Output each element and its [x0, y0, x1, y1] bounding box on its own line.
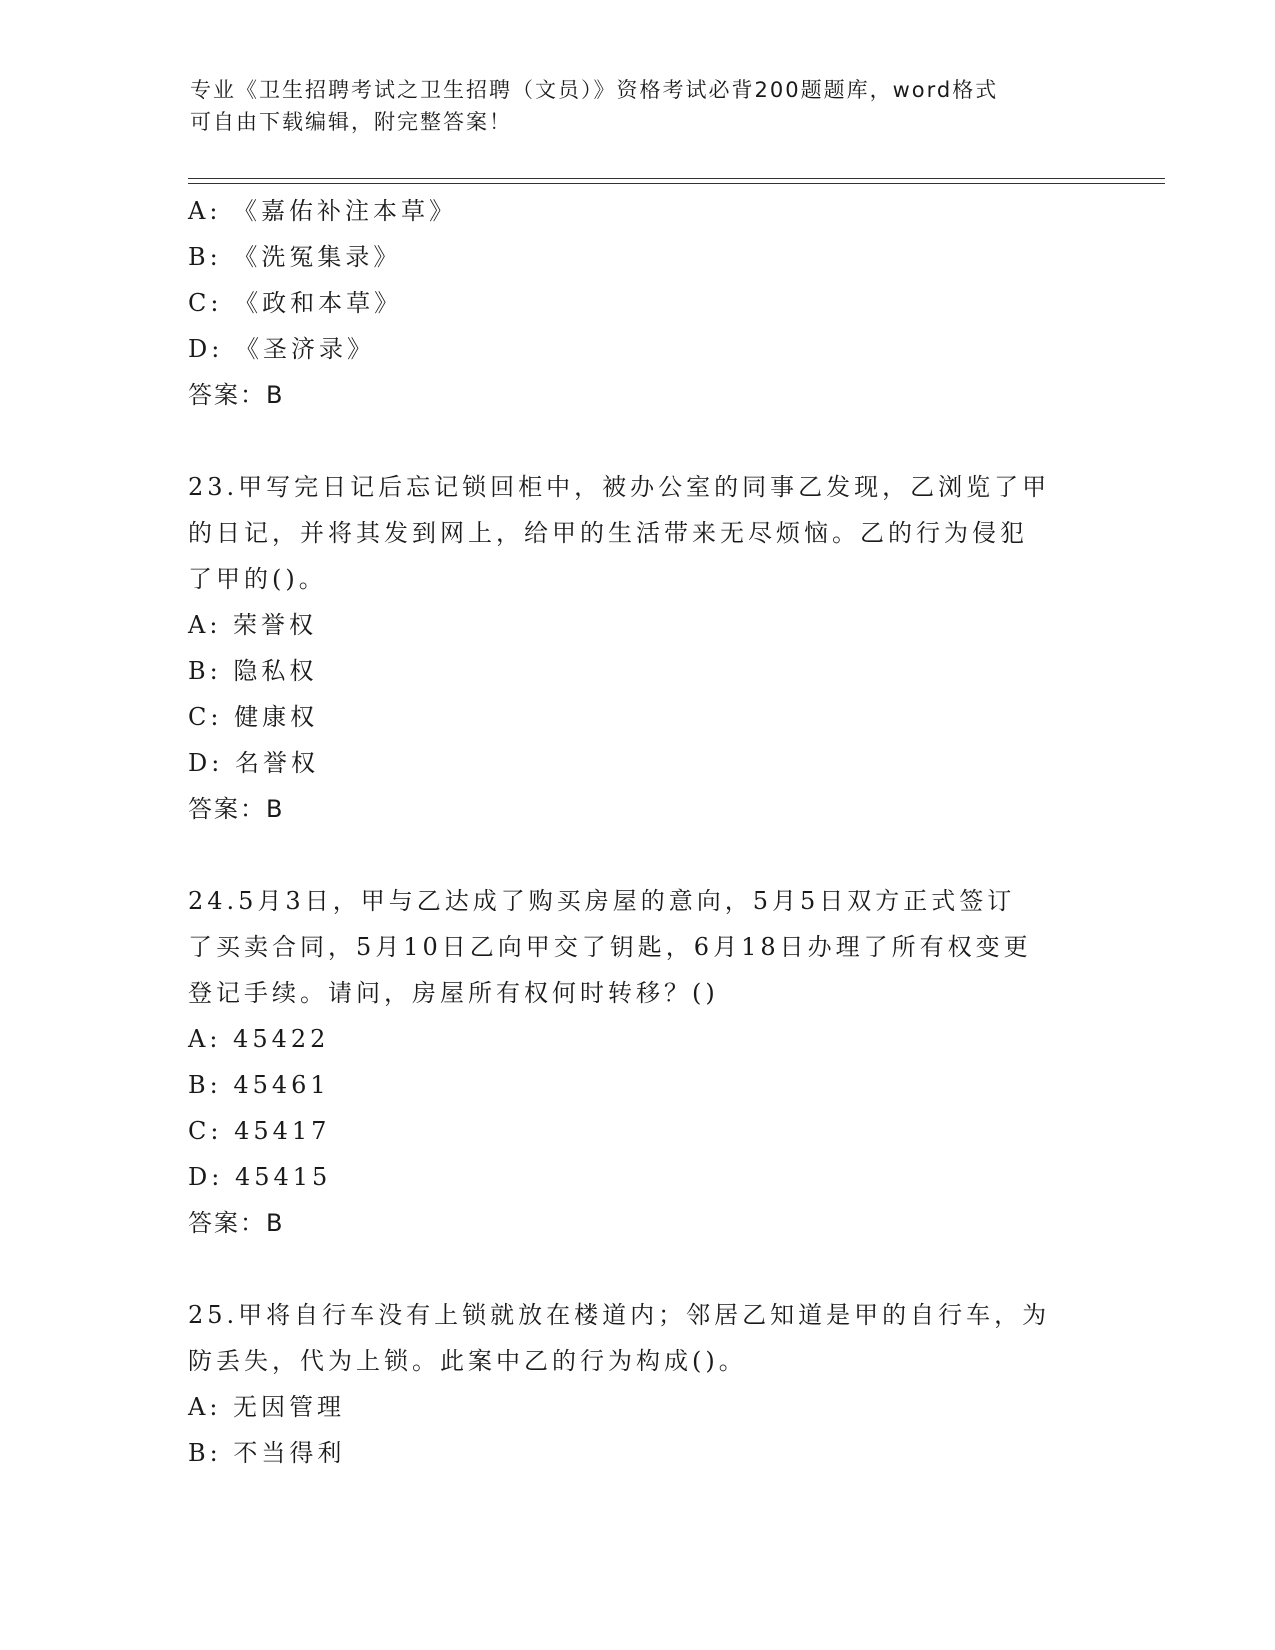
question-23: [188, 464, 1088, 832]
question-text-line: 防丢失，代为上锁。此案中乙的行为构成()。: [188, 1347, 747, 1375]
option-a: A: 45422: [188, 1025, 330, 1053]
option-c: C: 健康权: [188, 703, 319, 731]
spacer: [188, 832, 1088, 878]
option-b: B: 隐私权: [188, 657, 318, 685]
option-b: B: 不当得利: [188, 1439, 346, 1467]
option-c: C: 《政和本草》: [188, 289, 403, 317]
header-divider-top: [188, 178, 1165, 179]
question-25: [188, 1292, 1088, 1476]
question-text-line: 25.甲将自行车没有上锁就放在楼道内；邻居乙知道是甲的自行车，为: [188, 1301, 1051, 1329]
answer: 答案：B: [188, 381, 285, 409]
answer: 答案：B: [188, 795, 285, 823]
spacer: [188, 418, 1088, 464]
question-text-line: 了买卖合同，5月10日乙向甲交了钥匙，6月18日办理了所有权变更: [188, 933, 1032, 961]
option-c: C: 45417: [188, 1117, 331, 1145]
option-b: B: 45461: [188, 1071, 330, 1099]
question-24: [188, 878, 1088, 1246]
question-22: [188, 188, 1088, 418]
option-a: A: 荣誉权: [188, 611, 318, 639]
question-text-line: 了甲的()。: [188, 565, 327, 593]
spacer: [188, 1246, 1088, 1292]
option-a: A: 无因管理: [188, 1393, 346, 1421]
header-divider-bottom: [188, 183, 1165, 184]
option-b: B: 《洗冤集录》: [188, 243, 402, 271]
document-header: [190, 74, 1090, 138]
header-line-1: 专业《卫生招聘考试之卫生招聘（文员）》资格考试必背200题题库，word格式: [190, 78, 999, 102]
header-line-2: 可自由下载编辑，附完整答案！: [190, 110, 512, 134]
question-list: [188, 188, 1088, 1476]
question-text-line: 的日记，并将其发到网上，给甲的生活带来无尽烦恼。乙的行为侵犯: [188, 519, 1028, 547]
question-text-line: 23.甲写完日记后忘记锁回柜中，被办公室的同事乙发现，乙浏览了甲: [188, 473, 1051, 501]
question-text-line: 登记手续。请问，房屋所有权何时转移？(): [188, 979, 719, 1007]
answer: 答案：B: [188, 1209, 285, 1237]
option-d: D: 45415: [188, 1163, 332, 1191]
option-d: D: 名誉权: [188, 749, 319, 777]
question-text-line: 24.5月3日，甲与乙达成了购买房屋的意向，5月5日双方正式签订: [188, 887, 1016, 915]
option-d: D: 《圣济录》: [188, 335, 375, 363]
option-a: A: 《嘉佑补注本草》: [188, 197, 458, 225]
